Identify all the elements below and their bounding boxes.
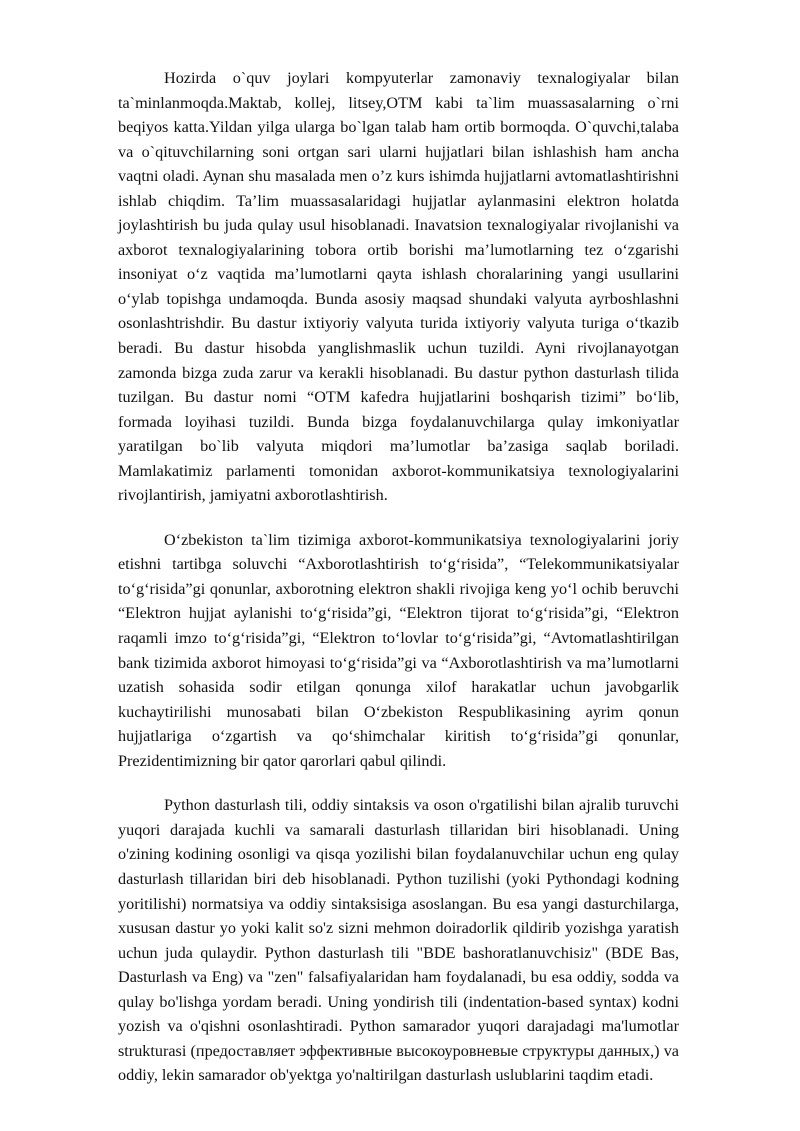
paragraph-python: Python dasturlash tili, oddiy sintaksis va oson o'rgatilishi bilan ajralib turuvchi yuqori darajada kuchli va samarali dasturlash tillaridan biri hisoblanadi. Uning o'zining kodining osonligi va qisqa yozilishi bilan foydalanuvchilar uchun eng qulay dasturlash tillaridan biri deb hisoblanadi. Python tuzilishi (yoki Pythondagi kodning yoritilishi) normatsiya va oddiy sintaksisiga asoslangan. Bu esa yangi dasturchilarga, xususan dastur yo yoki kalit so'z sizni mehmon doiradorlik qildirib yozishga yaratish uchun juda qulaydir. Python dasturlash tili "BDE bashoratlanuvchisiz" (BDE Bas, Dasturlash va Eng) va "zen" falsafiyalaridan ham foydalanadi, bu esa oddiy, sodda va qulay bo'lishga yordam beradi. Uning yondirish tili (indentation-based syntax) kodni yozish va o'qishni osonlashtiradi. Python samarador yuqori darajadagi ma'lumotlar strukturasi (предоставляет эффективные высокоуровневые структуры данных,) va oddiy, lekin samarador ob'yektga yo'naltirilgan dasturlash uslublarini taqdim etadi. — [118, 796, 679, 1085]
paragraph-intro: Hozirda o`quv joylari kompyuterlar zamonaviy texnalogiyalar bilan ta`minlanmoqda.Maktab, kollej, litsey,OTM kabi ta`lim muassasalarning o`rni beqiyos katta.Yildan yilga ularga bo`lgan talab ham ortib bormoqda. O`quvchi,talaba va o`qituvchilarning soni ortgan sari ularni hujjatlari bilan ishlashish ham ancha vaqtni oladi. Aynan shu masalada men o’z kurs ishimda hujjatlarni avtomatlashtirishni ishlab chiqdim. Ta’lim muassasalaridagi hujjatlar aylanmasini elektron holatda joylashtirish bu juda qulay usul hisoblanadi. Inavatsion texnalogiyalar rivojlanishi va axborot texnalogiyalarining tobora ortib borishi ma’lumotlarning tez o‘zgarishi insoniyat o‘z vaqtida ma’lumotlarni qayta ishlash choralarining yangi usullarini o‘ylab topishga undamoqda. Bunda asosiy maqsad shundaki valyuta ayrboshlashni osonlashtrishdir. Bu dastur ixtiyoriy valyuta turida ixtiyoriy valyuta turiga o‘tkazib beradi. Bu dastur hisobda yanglishmaslik uchun tuzildi. Ayni rivojlanayotgan zamonda bizga zuda zarur va kerakli hisoblanadi. Bu dastur python dasturlash tilida tuzilgan. Bu dastur nomi “OTM kafedra hujjatlarini boshqarish tizimi” bo‘lib, formada loyihasi tuzildi. Bunda bizga foydalanuvchilarga qulay imkoniyatlar yaratilgan bo`lib valyuta miqdori ma’lumotlar ba’zasiga saqlab boriladi. Mamlakatimiz parlamenti tomonidan axborot-kommunikatsiya texnologiyalarini rivojlantirish, jamiyatni axborotlashtirish. — [118, 69, 679, 505]
paragraph-legislation: O‘zbekiston ta`lim tizimiga axborot-kommunikatsiya texnologiyalarini joriy etishni tartibga soluvchi “Axborotlashtirish to‘g‘risida”, “Telekommunikatsiyalar to‘g‘risida”gi qonunlar, axborotning elektron shakli rivojiga keng yo‘l ochib beruvchi “Elektron hujjat aylanishi to‘g‘risida”gi, “Elektron tijorat to‘g‘risida”gi, “Elektron raqamli imzo to‘g‘risida”gi, “Elektron to‘lovlar to‘g‘risida”gi, “Avtomatlashtirilgan bank tizimida axborot himoyasi to‘g‘risida”gi va “Axborotlashtirish va ma’lumotlarni uzatish sohasida sodir etilgan qonunga xilof harakatlar uchun javobgarlik kuchaytirilishi munosabati bilan O‘zbekiston Respublikasining ayrim qonun hujjatlariga o‘zgartish va qo‘shimchalar kiritish to‘g‘risida”gi qonunlar, Prezidentimizning bir qator qarorlari qabul qilindi. — [118, 530, 679, 770]
document-page — [118, 66, 679, 1088]
